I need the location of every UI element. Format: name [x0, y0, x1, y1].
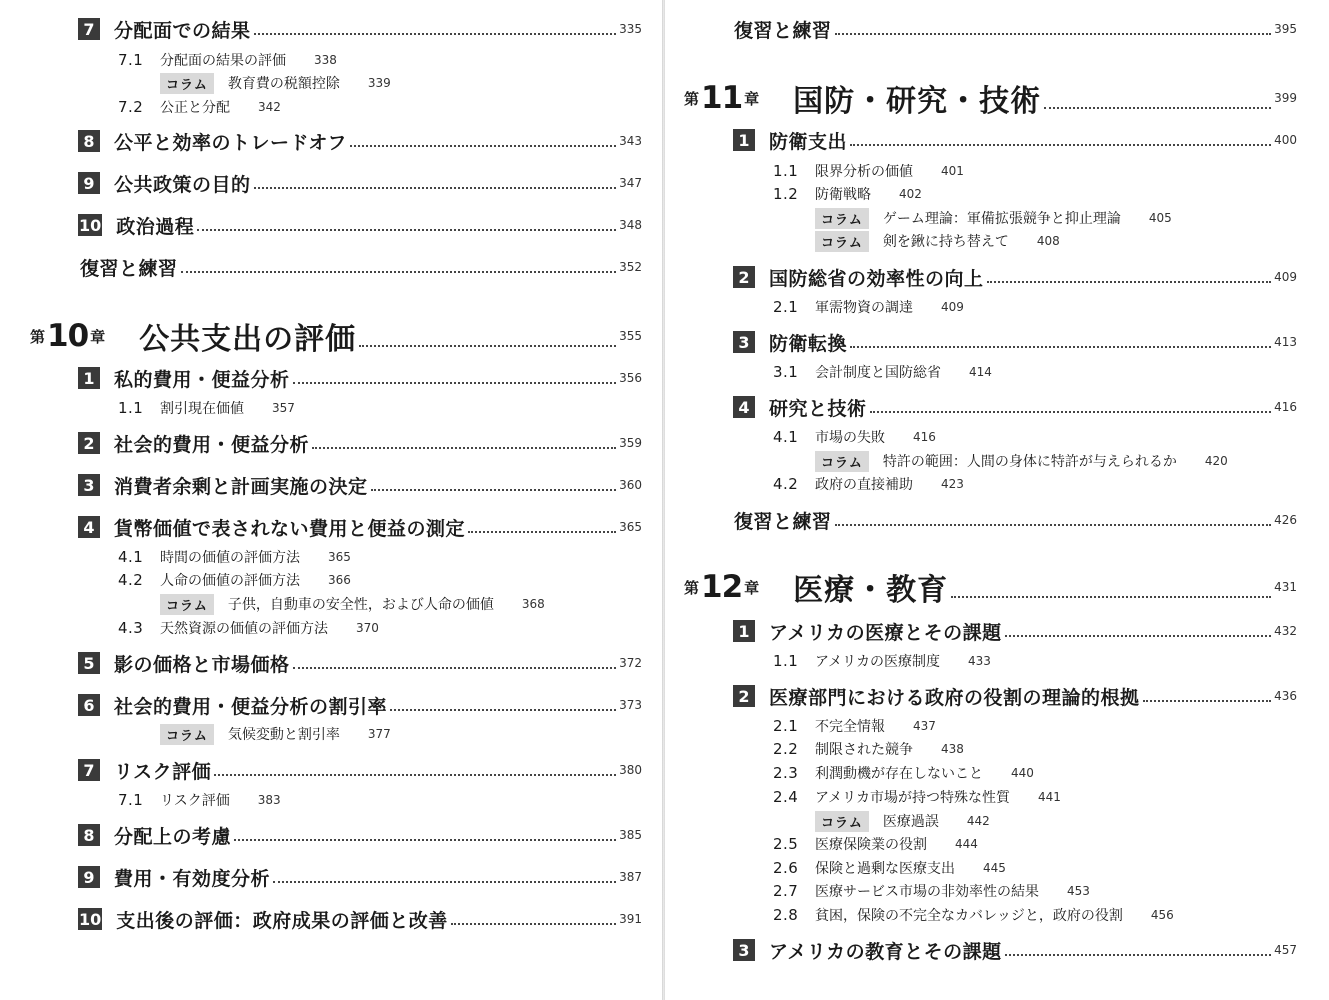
toc-column[interactable] — [160, 594, 545, 614]
page-number: 445 — [983, 861, 1006, 875]
subsection-title: アメリカ市場が持つ特殊な性質 — [815, 790, 1011, 806]
leader-dots — [214, 774, 616, 776]
toc-section[interactable] — [78, 864, 642, 890]
toc-section[interactable] — [78, 430, 642, 456]
subsection-number: 2.1 — [773, 717, 799, 735]
page-number: 413 — [1274, 335, 1297, 349]
subsection-number: 7.2 — [118, 98, 144, 116]
section-title: 私的費用・便益分析 — [114, 368, 290, 391]
subsection-number: 4.1 — [773, 428, 799, 446]
leader-dots — [870, 411, 1272, 413]
page-number: 400 — [1274, 133, 1297, 147]
toc-section[interactable] — [78, 906, 642, 932]
page-number: 414 — [969, 365, 992, 379]
toc-section[interactable] — [733, 683, 1297, 709]
review-title: 復習と練習 — [734, 510, 832, 533]
toc-subsection[interactable] — [773, 474, 964, 494]
page-number: 335 — [619, 22, 642, 36]
toc-section[interactable] — [78, 650, 642, 676]
page-number: 377 — [367, 727, 391, 741]
chapter-number: 10 — [47, 318, 89, 354]
leader-dots — [273, 881, 616, 883]
section-title: アメリカの医療とその課題 — [769, 621, 1002, 644]
toc-column[interactable] — [815, 208, 1172, 228]
review-title: 復習と練習 — [80, 257, 178, 280]
subsection-number: 1.1 — [118, 399, 144, 417]
subsection-title: 政府の直接補助 — [815, 477, 913, 493]
toc-subsection[interactable] — [118, 618, 379, 638]
column-title: 医療過誤 — [882, 814, 939, 830]
leader-dots — [312, 447, 616, 449]
right-page — [665, 0, 1329, 1000]
page-number: 339 — [367, 76, 391, 90]
section-number: 1 — [733, 620, 755, 642]
subsection-number: 4.2 — [773, 475, 799, 493]
toc-subsection[interactable] — [773, 763, 1034, 783]
toc-subsection[interactable] — [118, 790, 281, 810]
page-number: 359 — [619, 436, 642, 450]
section-title: 分配面での結果 — [114, 19, 251, 42]
subsection-title: 医療サービス市場の非効率性の結果 — [815, 884, 1039, 900]
leader-dots — [1005, 954, 1271, 956]
page-number: 409 — [1274, 270, 1297, 284]
page-number: 437 — [913, 719, 936, 733]
subsection-number: 7.1 — [118, 791, 144, 809]
chapter-prefix: 第 — [684, 578, 700, 597]
section-number: 6 — [78, 694, 100, 716]
section-number: 9 — [78, 866, 100, 888]
subsection-title: 割引現在価値 — [160, 401, 244, 417]
toc-section[interactable] — [733, 618, 1297, 644]
page-number: 380 — [619, 763, 642, 777]
page-number: 395 — [1274, 22, 1297, 36]
page-number: 347 — [619, 176, 642, 190]
section-title: 研究と技術 — [769, 397, 867, 420]
page-number: 372 — [619, 656, 642, 670]
chapter-title: 国防・研究・技術 — [793, 84, 1042, 119]
toc-review[interactable] — [734, 16, 1297, 42]
page-number: 456 — [1150, 908, 1174, 922]
review-title: 復習と練習 — [734, 19, 832, 42]
leader-dots — [181, 271, 617, 273]
toc-chapter-11[interactable] — [684, 78, 1297, 118]
leader-dots — [254, 33, 617, 35]
subsection-number: 4.1 — [118, 548, 144, 566]
chapter-prefix: 第 — [684, 89, 700, 108]
page-number: 357 — [272, 401, 295, 415]
subsection-title: 市場の失敗 — [815, 430, 885, 446]
subsection-title: 会計制度と国防総省 — [815, 365, 941, 381]
leader-dots — [293, 667, 617, 669]
subsection-title: アメリカの医療制度 — [815, 654, 941, 670]
toc-section[interactable] — [733, 127, 1297, 153]
section-number: 4 — [78, 516, 100, 538]
page-number: 342 — [258, 100, 281, 114]
page-number: 457 — [1274, 943, 1297, 957]
toc-subsection[interactable] — [118, 398, 295, 418]
toc-subsection[interactable] — [118, 547, 351, 567]
subsection-title: 制限された競争 — [815, 742, 913, 758]
page-number: 343 — [619, 134, 642, 148]
page-number: 408 — [1036, 234, 1060, 248]
toc-section-8-top[interactable] — [78, 128, 642, 154]
toc-column[interactable] — [815, 451, 1228, 471]
subsection-number: 4.3 — [118, 619, 144, 637]
toc-chapter-10[interactable] — [30, 316, 642, 356]
column-badge: コラム — [815, 208, 869, 229]
toc-subsection[interactable] — [773, 881, 1090, 901]
page-number: 387 — [619, 870, 642, 884]
section-number: 2 — [733, 266, 755, 288]
toc-column[interactable] — [815, 811, 990, 831]
page-number: 441 — [1038, 790, 1061, 804]
chapter-prefix: 第 — [30, 327, 46, 346]
leader-dots — [293, 382, 617, 384]
subsection-number: 2.2 — [773, 740, 799, 758]
toc-column[interactable] — [160, 724, 391, 744]
toc-subsection[interactable] — [773, 739, 964, 759]
column-title: 子供，自動車の安全性，および人命の価値 — [227, 597, 494, 613]
toc-section[interactable] — [78, 692, 642, 718]
section-number: 9 — [78, 172, 100, 194]
section-title: 貨幣価値で表されない費用と便益の測定 — [114, 517, 466, 540]
section-title: 社会的費用・便益分析 — [114, 433, 310, 456]
page-number: 352 — [619, 260, 642, 274]
left-page — [0, 0, 662, 1000]
column-badge: コラム — [160, 73, 214, 94]
section-title: 国防総省の効率性の向上 — [769, 267, 984, 290]
section-title: リスク評価 — [114, 760, 212, 783]
toc-section[interactable] — [78, 822, 642, 848]
section-title: 公共政策の目的 — [114, 173, 251, 196]
subsection-number: 3.1 — [773, 363, 799, 381]
subsection-title: 人命の価値の評価方法 — [160, 573, 300, 589]
chapter-title: 医療・教育 — [793, 573, 949, 608]
leader-dots — [850, 346, 1271, 348]
section-title: 費用・有効度分析 — [114, 867, 271, 890]
toc-section-10-top[interactable] — [78, 212, 642, 238]
toc-subsection[interactable] — [773, 905, 1174, 925]
section-number: 2 — [78, 432, 100, 454]
toc-subsection[interactable] — [773, 362, 992, 382]
page-number: 433 — [968, 654, 991, 668]
page-number: 405 — [1148, 211, 1172, 225]
toc-subsection[interactable] — [773, 297, 964, 317]
section-number: 3 — [733, 331, 755, 353]
toc-subsection[interactable] — [118, 97, 281, 117]
page-number: 356 — [619, 371, 642, 385]
section-title: 支出後の評価：政府成果の評価と改善 — [116, 909, 448, 932]
toc-subsection[interactable] — [118, 50, 337, 70]
section-number: 8 — [78, 824, 100, 846]
toc-review[interactable] — [80, 254, 642, 280]
subsection-title: リスク評価 — [160, 793, 230, 809]
toc-subsection[interactable] — [118, 570, 351, 590]
page-number: 440 — [1011, 766, 1034, 780]
subsection-title: 不完全情報 — [815, 719, 885, 735]
leader-dots — [359, 345, 616, 347]
column-badge: コラム — [160, 594, 214, 615]
subsection-title: 保険と過剰な医療支出 — [815, 861, 955, 877]
page-number: 432 — [1274, 624, 1297, 638]
leader-dots — [1143, 700, 1272, 702]
leader-dots — [468, 531, 616, 533]
toc-section[interactable] — [78, 365, 642, 391]
page-number: 366 — [328, 573, 351, 587]
toc-subsection[interactable] — [773, 427, 936, 447]
page-number: 385 — [619, 828, 642, 842]
section-title: アメリカの教育とその課題 — [769, 940, 1002, 963]
toc-section[interactable] — [733, 329, 1297, 355]
toc-subsection[interactable] — [773, 858, 1006, 878]
toc-subsection[interactable] — [773, 161, 964, 181]
page-number: 416 — [913, 430, 936, 444]
leader-dots — [835, 524, 1272, 526]
leader-dots — [835, 33, 1272, 35]
subsection-number: 1.2 — [773, 185, 799, 203]
page-number: 373 — [619, 698, 642, 712]
toc-subsection[interactable] — [773, 787, 1061, 807]
toc-section[interactable] — [733, 394, 1297, 420]
page-number: 423 — [941, 477, 964, 491]
page-number: 338 — [314, 53, 337, 67]
toc-section[interactable] — [78, 472, 642, 498]
section-title: 政治過程 — [116, 215, 195, 238]
subsection-title: 公正と分配 — [160, 100, 230, 116]
page-number: 360 — [619, 478, 642, 492]
chapter-suffix: 章 — [744, 578, 760, 597]
leader-dots — [234, 839, 616, 841]
section-number: 10 — [79, 909, 102, 929]
section-number: 7 — [78, 759, 100, 781]
subsection-number: 1.1 — [773, 162, 799, 180]
column-title: 気候変動と割引率 — [227, 727, 340, 743]
toc-section-7-top[interactable] — [78, 16, 642, 42]
subsection-number: 2.5 — [773, 835, 799, 853]
leader-dots — [350, 145, 616, 147]
leader-dots — [987, 281, 1272, 283]
section-number: 8 — [78, 130, 100, 152]
page-number: 453 — [1067, 884, 1090, 898]
toc-column[interactable] — [160, 73, 391, 93]
toc-subsection[interactable] — [773, 184, 922, 204]
toc-section[interactable] — [78, 757, 642, 783]
page-number: 368 — [521, 597, 545, 611]
page-number: 416 — [1274, 400, 1297, 414]
column-title: 剣を鍬に持ち替えて — [882, 234, 1009, 250]
toc-review[interactable] — [734, 507, 1297, 533]
page-number: 365 — [619, 520, 642, 534]
section-number: 3 — [733, 939, 755, 961]
toc-section[interactable] — [78, 514, 642, 540]
page-number: 370 — [356, 621, 379, 635]
subsection-number: 2.4 — [773, 788, 799, 806]
subsection-number: 4.2 — [118, 571, 144, 589]
section-title: 影の価格と市場価格 — [114, 653, 290, 676]
section-number: 1 — [78, 367, 100, 389]
subsection-number: 2.7 — [773, 882, 799, 900]
page-number: 431 — [1274, 580, 1297, 594]
section-title: 公平と効率のトレードオフ — [114, 131, 347, 154]
chapter-title: 公共支出の評価 — [139, 322, 357, 357]
page-number: 436 — [1274, 689, 1297, 703]
page-number: 444 — [955, 837, 978, 851]
column-badge: コラム — [815, 811, 869, 832]
column-title: 教育費の税額控除 — [227, 76, 340, 92]
toc-section[interactable] — [733, 937, 1297, 963]
page-number: 402 — [899, 187, 922, 201]
section-number: 3 — [78, 474, 100, 496]
section-number: 1 — [733, 129, 755, 151]
leader-dots — [197, 229, 616, 231]
toc-subsection[interactable] — [773, 834, 978, 854]
subsection-title: 時間の価値の評価方法 — [160, 550, 300, 566]
chapter-number: 12 — [701, 569, 743, 605]
page-number: 442 — [966, 814, 990, 828]
leader-dots — [390, 709, 616, 711]
section-number: 7 — [78, 18, 100, 40]
subsection-title: 限界分析の価値 — [815, 164, 913, 180]
toc-chapter-12[interactable] — [684, 567, 1297, 607]
page-number: 391 — [619, 912, 642, 926]
page-number: 409 — [941, 300, 964, 314]
leader-dots — [850, 144, 1271, 146]
section-title: 消費者余剰と計画実施の決定 — [114, 475, 368, 498]
subsection-number: 2.3 — [773, 764, 799, 782]
page-number: 365 — [328, 550, 351, 564]
page-number: 438 — [941, 742, 964, 756]
toc-subsection[interactable] — [773, 716, 936, 736]
page-number: 355 — [619, 329, 642, 343]
leader-dots — [1005, 635, 1271, 637]
chapter-number: 11 — [701, 80, 743, 116]
subsection-title: 医療保険業の役割 — [815, 837, 927, 853]
subsection-title: 天然資源の価値の評価方法 — [160, 621, 328, 637]
subsection-number: 2.6 — [773, 859, 799, 877]
subsection-number: 7.1 — [118, 51, 144, 69]
section-title: 医療部門における政府の役割の理論的根拠 — [769, 686, 1140, 709]
section-title: 防衛転換 — [769, 332, 848, 355]
page-number: 426 — [1274, 513, 1297, 527]
section-title: 防衛支出 — [769, 130, 848, 153]
subsection-title: 利潤動機が存在しないこと — [815, 766, 983, 782]
column-badge: コラム — [160, 724, 214, 745]
subsection-number: 2.1 — [773, 298, 799, 316]
toc-section-9-top[interactable] — [78, 170, 642, 196]
page-number: 383 — [257, 793, 281, 807]
leader-dots — [254, 187, 617, 189]
page-number: 420 — [1204, 454, 1228, 468]
column-badge: コラム — [815, 451, 869, 472]
subsection-title: 防衛戦略 — [815, 187, 871, 203]
section-number: 10 — [79, 215, 102, 235]
subsection-title: 軍需物資の調達 — [815, 300, 913, 316]
leader-dots — [371, 489, 617, 491]
section-number: 2 — [733, 685, 755, 707]
subsection-number: 1.1 — [773, 652, 799, 670]
section-title: 分配上の考慮 — [114, 825, 232, 848]
column-title: 特許の範囲：人間の身体に特許が与えられるか — [882, 454, 1177, 470]
page-number: 348 — [619, 218, 642, 232]
section-title: 社会的費用・便益分析の割引率 — [114, 695, 388, 718]
page-number: 401 — [941, 164, 964, 178]
subsection-number: 2.8 — [773, 906, 799, 924]
chapter-suffix: 章 — [744, 89, 760, 108]
toc-column[interactable] — [815, 231, 1060, 251]
leader-dots — [951, 596, 1271, 598]
page-number: 399 — [1274, 91, 1297, 105]
column-title: ゲーム理論：軍備拡張競争と抑止理論 — [882, 211, 1121, 227]
subsection-title: 貧困，保険の不完全なカバレッジと，政府の役割 — [815, 908, 1123, 924]
section-number: 5 — [78, 652, 100, 674]
subsection-title: 分配面の結果の評価 — [160, 53, 286, 69]
toc-section[interactable] — [733, 264, 1297, 290]
leader-dots — [451, 923, 616, 925]
toc-subsection[interactable] — [773, 651, 991, 671]
leader-dots — [1044, 107, 1271, 109]
chapter-suffix: 章 — [90, 327, 106, 346]
column-badge: コラム — [815, 231, 869, 252]
section-number: 4 — [733, 396, 755, 418]
